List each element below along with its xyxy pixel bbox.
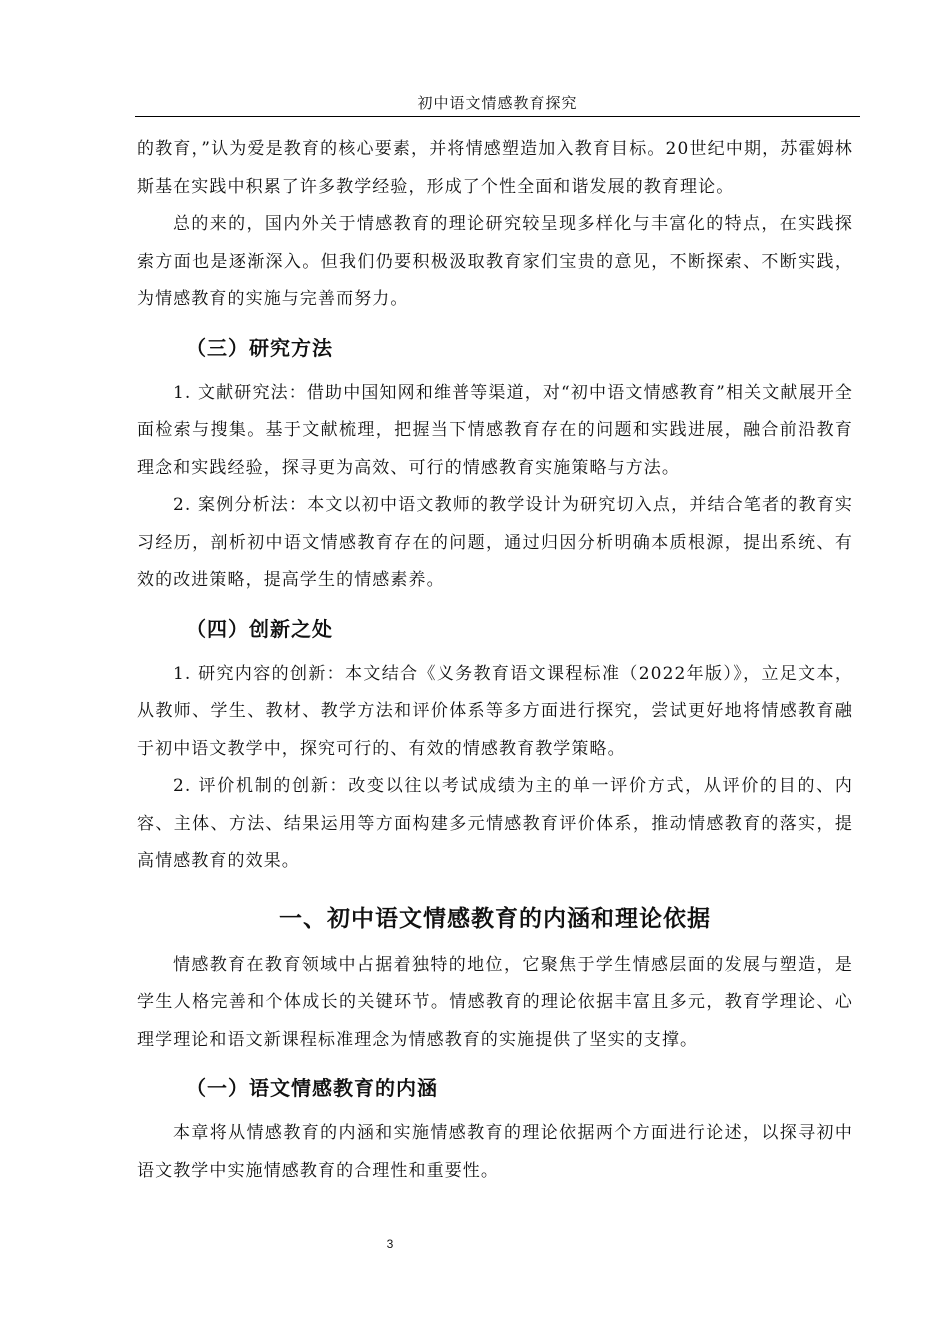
section-heading-innovation: （四）创新之处 <box>186 616 333 641</box>
header-divider <box>135 116 860 117</box>
body-paragraph: 总的来的，国内外关于情感教育的理论研究较呈现多样化与丰富化的特点，在实践探索方面也是逐渐深入。但我们仍要积极汲取教育家们宝贵的意见，不断探索、不断实践，为情感教育的实施与完善而努力。 <box>137 214 853 309</box>
body-paragraph: 2. 评价机制的创新：改变以往以考试成绩为主的单一评价方式，从评价的目的、内容、主体、方法、结果运用等方面构建多元情感教育评价体系，推动情感教育的落实，提高情感教育的效果。 <box>137 776 853 871</box>
body-paragraph: 情感教育在教育领域中占据着独特的地位，它聚焦于学生情感层面的发展与塑造，是学生人格完善和个体成长的关键环节。情感教育的理论依据丰富且多元，教育学理论、心理学理论和语文新课程标准理念为情感教育的实施提供了坚实的支撑。 <box>137 954 853 1050</box>
body-paragraph: 2. 案例分析法：本文以初中语文教师的教学设计为研究切入点，并结合笔者的教育实习经历，剖析初中语文情感教育存在的问题，通过归因分析明确本质根源，提出系统、有效的改进策略，提高学生的情感素养。 <box>137 495 853 590</box>
section-heading-methods: （三）研究方法 <box>186 335 333 360</box>
page-number: 3 <box>386 1237 394 1251</box>
body-paragraph: 1. 研究内容的创新：本文结合《义务教育语文课程标准（2022年版）》，立足文本，从教师、学生、教材、教学方法和评价体系等多方面进行探究，尝试更好地将情感教育融于初中语文教学中，探究可行的、有效的情感教育教学策略。 <box>137 663 853 759</box>
chapter-title: 一、初中语文情感教育的内涵和理论依据 <box>279 905 711 932</box>
body-paragraph: 本章将从情感教育的内涵和实施情感教育的理论依据两个方面进行论述，以探寻初中语文教学中实施情感教育的合理性和重要性。 <box>137 1123 853 1181</box>
body-paragraph: 1. 文献研究法：借助中国知网和维普等渠道，对“初中语文情感教育”相关文献展开全面检索与搜集。基于文献梳理，把握当下情感教育存在的问题和实践进展，融合前沿教育理念和实践经验，探寻更为高效、可行的情感教育实施策略与方法。 <box>137 382 853 478</box>
page-body <box>137 131 853 1190</box>
body-paragraph: 的教育，”认为爱是教育的核心要素，并将情感塑造加入教育目标。20世纪中期，苏霍姆林斯基在实践中积累了许多教学经验，形成了个性全面和谐发展的教育理论。 <box>137 139 853 197</box>
section-heading-connotation: （一）语文情感教育的内涵 <box>186 1076 438 1100</box>
running-header: 初中语文情感教育探究 <box>417 94 578 112</box>
